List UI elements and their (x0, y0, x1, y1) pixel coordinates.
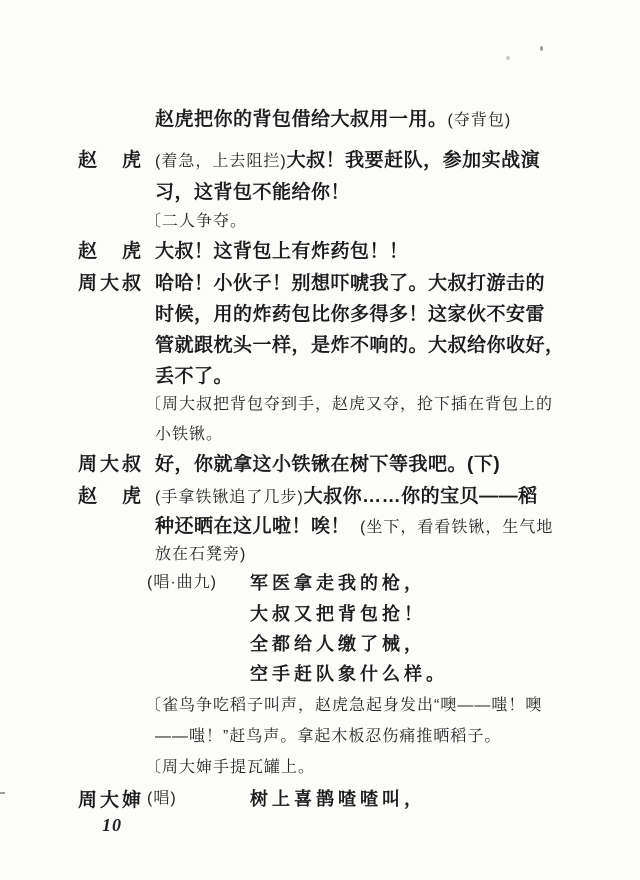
stage-note: (夺背包) (447, 112, 512, 129)
dialogue-text: 哈哈！小伙子！别想吓唬我了。大叔打游击的 (155, 273, 546, 294)
stage-direction: 〔二人争夺。 (145, 213, 248, 230)
dialogue-text: 大叔！我要赶队，参加实战演 (286, 150, 541, 171)
stage-direction: 〔周大婶手提瓦罐上。 (145, 759, 316, 776)
scan-edge-mark (0, 792, 5, 794)
dialogue-text: 大叔你……你的宝贝——稻 (303, 486, 538, 507)
stage-note: (坐下，看看铁锹，生气地 (360, 519, 554, 536)
scan-speck (540, 46, 543, 51)
stage-direction: 〔雀鸟争吃稻子叫声，赵虎急起身发出“噢——嗤！噢 (145, 697, 543, 714)
verse-text: 全都给人缴了械， (250, 634, 426, 654)
stage-note: (着急，上去阻拦) (155, 153, 287, 170)
speaker-name: 周大婶 (78, 790, 145, 811)
stage-note: (手拿铁锹追了几步) (155, 489, 304, 506)
dialogue-text: 赵虎把你的背包借给大叔用一用。 (155, 109, 448, 130)
speaker-name: 赵 虎 (78, 486, 145, 507)
speaker-name: 周大叔 (78, 454, 145, 475)
song-label: (唱·曲九) (147, 574, 217, 591)
verse-text: 空手赶队象什么样。 (250, 664, 448, 684)
dialogue-text: 好，你就拿这小铁锹在树下等我吧。(下) (155, 454, 501, 475)
dialogue-text: 习，这背包不能给你！ (155, 182, 351, 203)
dialogue-text: 种还晒在这儿啦！唉！ (155, 516, 351, 537)
stage-direction: 〔周大叔把背包夺到手，赵虎又夺，抢下插在背包上的 (145, 396, 554, 413)
scan-speck (506, 56, 510, 60)
dialogue-text: 大叔！这背包上有炸药包！！ (155, 241, 409, 262)
song-label: (唱) (147, 790, 177, 807)
verse-text: 军医拿走我的枪， (250, 573, 426, 593)
stage-direction: 放在石凳旁) (155, 546, 247, 563)
dialogue-text: 丢不了。 (155, 366, 234, 387)
page-number: 10 (102, 815, 122, 835)
speaker-name: 赵 虎 (78, 150, 145, 171)
stage-direction: ——嗤！”赶鸟声。拿起木板忍伤痛推晒稻子。 (155, 728, 502, 745)
stage-direction: 小铁锹。 (155, 426, 224, 443)
speaker-name: 赵 虎 (78, 241, 145, 262)
dialogue-text: 管就跟枕头一样，是炸不响的。大叔给你收好， (155, 335, 565, 356)
verse-text: 大叔又把背包抢！ (250, 604, 426, 624)
speaker-name: 周大叔 (78, 273, 145, 294)
verse-text: 树上喜鹊喳喳叫， (250, 789, 426, 809)
dialogue-text: 时候，用的炸药包比你多得多！这家伙不安雷 (155, 304, 546, 325)
